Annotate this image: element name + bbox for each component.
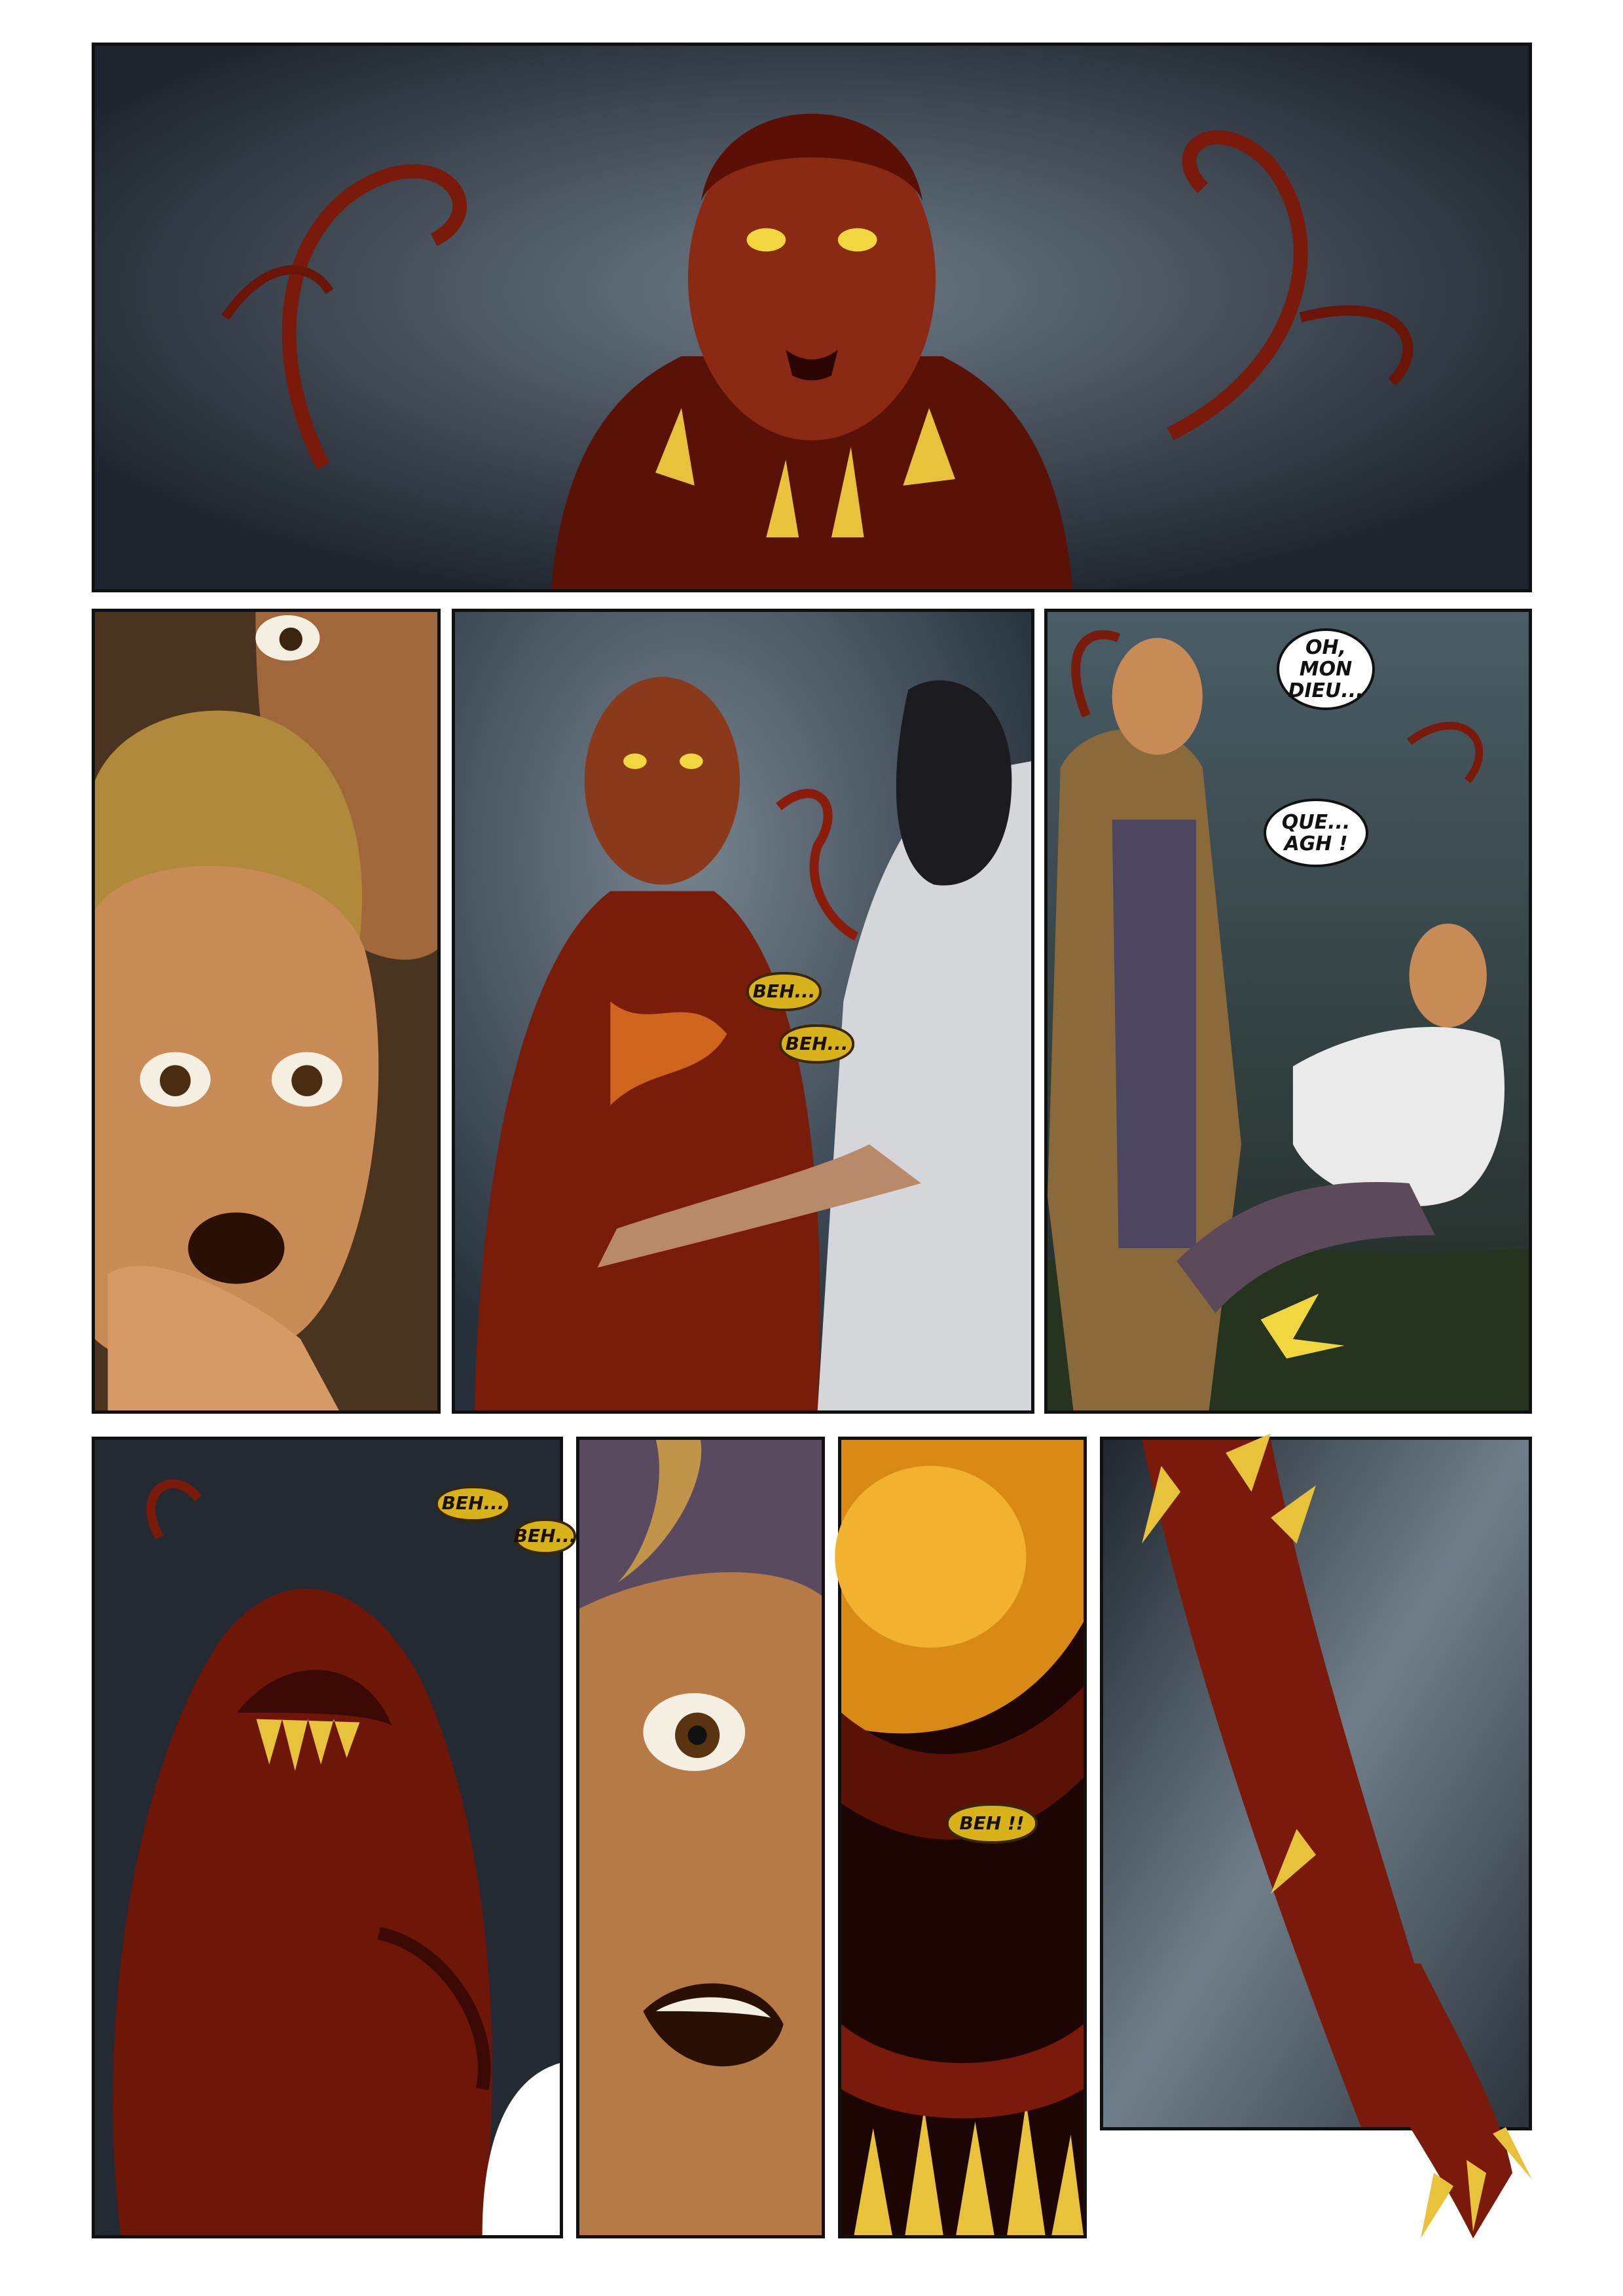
oh-mon-dieu-balloon: OH, MON DIEU... [1277, 628, 1375, 710]
beh-balloon-2: BEH... [779, 1024, 854, 1064]
claw-extension [1277, 1964, 1552, 2238]
panel-3-art [455, 612, 1031, 1410]
panel-4 [1044, 609, 1532, 1414]
panel-5-art [95, 1440, 560, 2235]
panel-4-art [1048, 612, 1529, 1410]
claw-extension-art [1277, 1964, 1552, 2238]
panel-2 [92, 609, 441, 1414]
que-agh-balloon: QUE... AGH ! [1264, 798, 1368, 867]
beh-balloon-3: BEH... [435, 1486, 511, 1522]
beh-balloon-4: BEH... [514, 1518, 576, 1554]
beh-balloon-1: BEH... [746, 972, 822, 1011]
panel-1-art [95, 46, 1529, 589]
beh-exclaim-balloon: BEH !! [946, 1803, 1038, 1844]
panel-5 [92, 1437, 577, 2238]
panel-6-art [579, 1440, 822, 2235]
panel-3 [452, 609, 1034, 1414]
panel-1 [92, 43, 1532, 592]
panel-2-art [95, 612, 437, 1410]
panel-6 [576, 1437, 825, 2238]
panel-7 [838, 1437, 1087, 2238]
